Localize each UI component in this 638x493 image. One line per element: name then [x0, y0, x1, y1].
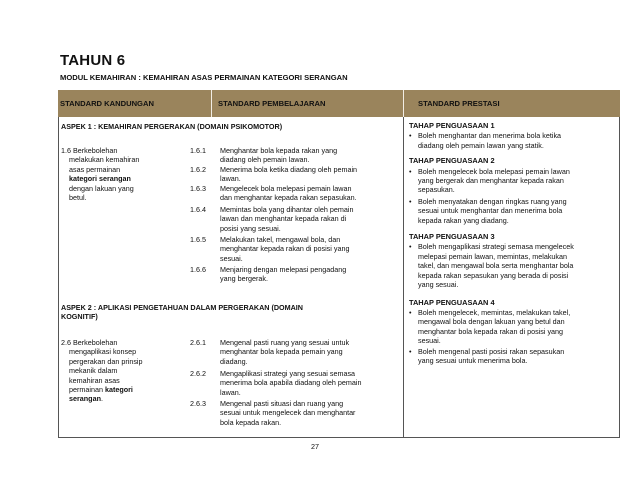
tahap-4-heading: TAHAP PENGUASAAN 4 [409, 297, 495, 307]
standard-kandungan-1-6: 1.6 Berkebolehan melakukan kemahiran asas permainan kategori serangan dengan lakuan yang betul. [61, 146, 140, 203]
header-standard-kandungan: STANDARD KANDUNGAN [60, 99, 154, 108]
tahap-3-heading: TAHAP PENGUASAAN 3 [409, 232, 495, 242]
table-border-right [619, 117, 620, 438]
tahap-1-heading: TAHAP PENGUASAAN 1 [409, 121, 495, 130]
table-border-bottom [58, 437, 620, 438]
tahap-2-item-2: • Boleh menyatakan dengan ringkas ruang yang sesuai untuk menghantar dan menerima bola kepada rakan yang diadang. [409, 196, 567, 225]
tahap-4-item-1: • Boleh mengelecek, memintas, melakukan takel, mengawal bola dengan lakuan yang betul dan menghantar bola kepada rakan di posisi yang sesuai. [409, 307, 571, 346]
tahap-1-item-1: • Boleh menghantar dan menerima bola ketika diadang oleh pemain lawan yang statik. [409, 131, 562, 150]
tahap-2-item-1: • Boleh mengelecek bola melepasi pemain lawan yang bergerak dan menghantar kepada rakan sepasukan. [409, 166, 570, 195]
tahap-2-heading: TAHAP PENGUASAAN 2 [409, 156, 495, 166]
page-number: 27 [311, 442, 319, 451]
table-divider-prestasi [403, 117, 404, 438]
tahap-4-item-2: • Boleh mengenal pasti posisi rakan sepasukan yang sesuai untuk menerima bola. [409, 346, 565, 365]
aspek-1-title: ASPEK 1 : KEMAHIRAN PERGERAKAN (DOMAIN PSIKOMOTOR) [61, 122, 283, 131]
table-border-left [58, 117, 59, 438]
standard-kandungan-2-6: 2.6 Berkebolehan mengaplikasi konsep pergerakan dan prinsip mekanik dalam kemahiran asas permainan kategori serangan. [61, 338, 143, 404]
table-header [58, 90, 620, 117]
standard-prestasi-column [409, 121, 613, 365]
header-standard-pembelajaran: STANDARD PEMBELAJARAN [218, 99, 326, 108]
aspek-2-title: ASPEK 2 : APLIKASI PENGETAHUAN DALAM PERGERAKAN (DOMAIN KOGNITIF) [61, 303, 303, 322]
header-standard-prestasi: STANDARD PRESTASI [418, 99, 500, 108]
tahap-3-item-1: • Boleh mengaplikasi strategi semasa mengelecek melepasi pemain lawan, memintas, melakukan takel, dan mengawal bola serta menghantar bola kepada rakan sepasukan yang berada di posisi yang sesuai. [409, 242, 574, 290]
page-title: TAHUN 6 [60, 52, 126, 69]
module-subtitle: MODUL KEMAHIRAN : KEMAHIRAN ASAS PERMAINAN KATEGORI SERANGAN [60, 73, 348, 82]
